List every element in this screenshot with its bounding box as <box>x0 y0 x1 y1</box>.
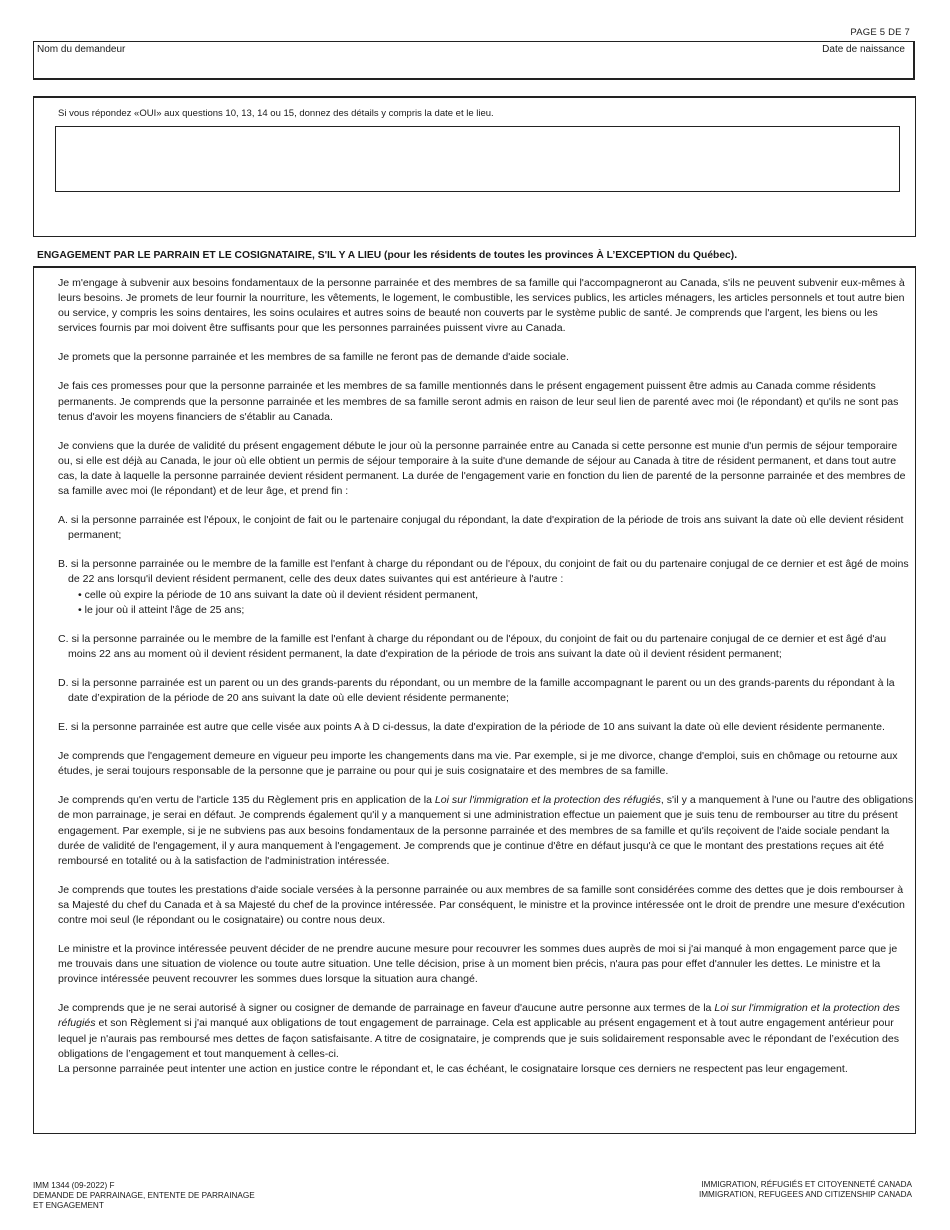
engagement-item-b-bullet: • le jour où il atteint l'âge de 25 ans; <box>78 603 245 616</box>
engagement-text <box>58 276 914 1077</box>
engagement-paragraph <box>58 793 914 868</box>
engagement-paragraph: Je comprends que l'engagement demeure en vigueur peu importe les changements dans ma vie. Par exemple, si je me divorce, change d'emploi, suis en chômage ou retourne aux études, je serai toujours responsable de la personne que je parraine ou pour qui je suis cosignataire et des membres de sa famille. <box>58 750 898 778</box>
engagement-section-title: ENGAGEMENT PAR LE PARRAIN ET LE COSIGNATAIRE, S'IL Y A LIEU (pour les résidents de toutes les provinces À L’EXCEPTION du Québec). <box>37 250 738 261</box>
form-code: IMM 1344 (09-2022) F <box>33 1181 115 1190</box>
engagement-paragraph: Je fais ces promesses pour que la personne parrainée et les membres de sa famille mentionnés dans le présent engagement puissent être admis au Canada comme résidents permanents. Je comprends que la personne parrainée et les membres de sa famille seront admis en raison de leur seul lien de parenté avec moi (le répondant) et qu'ils ne sont pas tenus d'avoir les moyens financiers de s'établir au Canada. <box>58 380 899 423</box>
engagement-text-run: Je comprends que je ne serai autorisé à signer ou cosigner de demande de parrainage en faveur d'aucune autre personne aux termes de la <box>58 1002 715 1015</box>
form-title: DEMANDE DE PARRAINAGE, ENTENTE DE PARRAINAGE <box>33 1191 255 1200</box>
engagement-text-run: et son Règlement si j'ai manqué aux obligations de tout engagement de parrainage. Cela est applicable au présent engagement et à tout autre engagement antérieur pour lequel je n'aurais pas remboursé mes dettes de façon satisfaisante. A titre de cosignataire, je comprends que je suis solidairement responsable avec le répondant de l’exécution des obligations de l’engagement et tout manquement à celles-ci. <box>58 1017 899 1060</box>
engagement-item-b-text: B. si la personne parrainée ou le membre de la famille est l'enfant à charge du répondant ou de l'époux, du conjoint de fait ou du partenaire conjugal de ce dernier et est âgé de moins de 22 ans lorsqu'il devient résident permanent, celle des deux dates suivantes qui est antérieure à l'autre : <box>58 558 909 586</box>
law-title: Loi sur l'immigration et la protection des réfugiés <box>434 794 661 807</box>
applicant-name-label: Nom du demandeur <box>37 44 126 55</box>
engagement-item-a: A. si la personne parrainée est l'époux, le conjoint de fait ou le partenaire conjugal du répondant, la date d'expiration de la période de trois ans suivant la date où elle devient résident permanent; <box>58 514 904 542</box>
engagement-item-b-bullet: • celle où expire la période de 10 ans suivant la date où il devient résident permanent, <box>78 588 479 601</box>
engagement-text-run: La personne parrainée peut intenter une action en justice contre le répondant et, le cas échéant, le cosignataire lorsque ces derniers ne respectent pas leur engagement. <box>58 1062 848 1075</box>
form-footer-left <box>33 1181 255 1211</box>
engagement-paragraph: Je conviens que la durée de validité du présent engagement débute le jour où la personne parrainée entre au Canada si cette personne est munie d'un permis de séjour temporaire ou, si elle est déjà au Canada, le jour où elle obtient un permis de séjour temporaire à la suite d'une demande de séjour au Canada à titre de résident permanent, et dans tout autre cas, la date à laquelle la personne parrainée devient résident permanent. La durée de l'engagement varie en fonction du lien de parenté de la personne parrainée et des membres de sa famille avec moi (le répondant) et de leur âge, et prend fin : <box>58 439 906 498</box>
details-input[interactable] <box>55 126 900 192</box>
department-name-en: IMMIGRATION, REFUGEES AND CITIZENSHIP CANADA <box>698 1190 912 1199</box>
engagement-paragraph: Je comprends que toutes les prestations d'aide sociale versées à la personne parrainée ou aux membres de sa famille sont considérées comme des dettes que je dois rembourser à sa Majesté du chef du Canada et à sa Majesté du chef de la province intéressée. Par conséquent, le ministre et la province intéressée ont le droit de prendre une mesure d'exécution contre moi seul (le répondant ou le cosignataire) ou contre nous deux. <box>58 883 905 926</box>
engagement-section <box>33 266 916 1134</box>
engagement-paragraph: Le ministre et la province intéressée peuvent décider de ne prendre aucune mesure pour recouvrer les sommes dues auprès de moi si j'ai manqué à mon engagement parce que je me trouvais dans une situation de violence ou toute autre situation. Une telle décision, prise à un moment bien précis, n'aura pas pour effet d'annuler les dettes. Le ministre et la province intéressée peuvent recouvrer les sommes dues lorsque la situation aura changé. <box>58 943 898 986</box>
details-question: Si vous répondez «OUI» aux questions 10, 13, 14 ou 15, donnez des détails y compris la date et le lieu. <box>58 108 494 119</box>
engagement-item-b <box>58 557 914 617</box>
department-name-fr: IMMIGRATION, RÉFUGIÉS ET CITOYENNETÉ CANADA <box>701 1180 912 1189</box>
form-title: ET ENGAGEMENT <box>33 1201 104 1210</box>
details-section <box>33 96 916 237</box>
engagement-item-d: D. si la personne parrainée est un parent ou un des grands-parents du répondant, ou un membre de la famille accompagnant le parent ou un des grands-parents du répondant à la date d’expiration de la période de 20 ans suivant la date où elle devient résidente permanente; <box>58 676 895 704</box>
date-of-birth-label: Date de naissance <box>822 44 905 55</box>
engagement-text-run: Je comprends qu'en vertu de l'article 135 du Règlement pris en application de la <box>58 794 435 807</box>
engagement-paragraph: Je m'engage à subvenir aux besoins fondamentaux de la personne parrainée et des membres de sa famille qui l'accompagneront au Canada, s'ils ne peuvent subvenir eux-mêmes à leurs besoins. Je promets de leur fournir la nourriture, les vêtements, le logement, le combustible, les services publics, les articles ménagers, les articles personnels et tout autre bien ou service, y compris les soins dentaires, les soins oculaires et autres soins de beauté non couverts par le système public de santé. Je comprends que l'argent, les biens ou les services fournis par moi doivent être suffisants pour que les personnes parrainées puissent vivre au Canada. <box>58 277 905 335</box>
department-footer <box>699 1180 912 1200</box>
engagement-item-c: C. si la personne parrainée ou le membre de la famille est l'enfant à charge du répondant ou de l'époux, du conjoint de fait ou du partenaire conjugal de ce dernier et est âgé d'au moins 22 ans au moment où il devient résident permanent, la date d'expiration de la période de trois ans suivant la date où il devient résident permanent; <box>58 632 887 660</box>
engagement-item-e: E. si la personne parrainée est autre que celle visée aux points A à D ci-dessus, la date d'expiration de la période de 10 ans suivant la date où elle devient résidente permanente. <box>58 721 885 734</box>
engagement-paragraph: Je promets que la personne parrainée et les membres de sa famille ne feront pas de demande d'aide sociale. <box>58 351 569 364</box>
page-number: PAGE 5 DE 7 <box>850 27 910 38</box>
engagement-text-run: , s'il y a manquement à l'une ou l'autre des obligations de mon parrainage, je serai en défaut. Je comprends également qu'il y a manquement si une administration effectue un paiement que je suis tenu de rembourser au titre du présent engagement. Par exemple, si je ne subviens pas aux besoins fondamentaux de la personne parrainée et des membres de sa famille et qu'ils reçoivent de l'aide sociale pendant la durée de validité de l'engagement, il y aura manquement à l'engagement. Je comprends que je continue d'être en défaut jusqu'à ce que le montant des prestations reçues ait été remboursé en totalité ou à la satisfaction de l'administration intéressée. <box>58 794 914 867</box>
engagement-paragraph <box>58 1001 914 1076</box>
applicant-header <box>33 41 915 80</box>
law-title: Loi sur l'immigration et la protection des réfugiés <box>58 1002 900 1030</box>
